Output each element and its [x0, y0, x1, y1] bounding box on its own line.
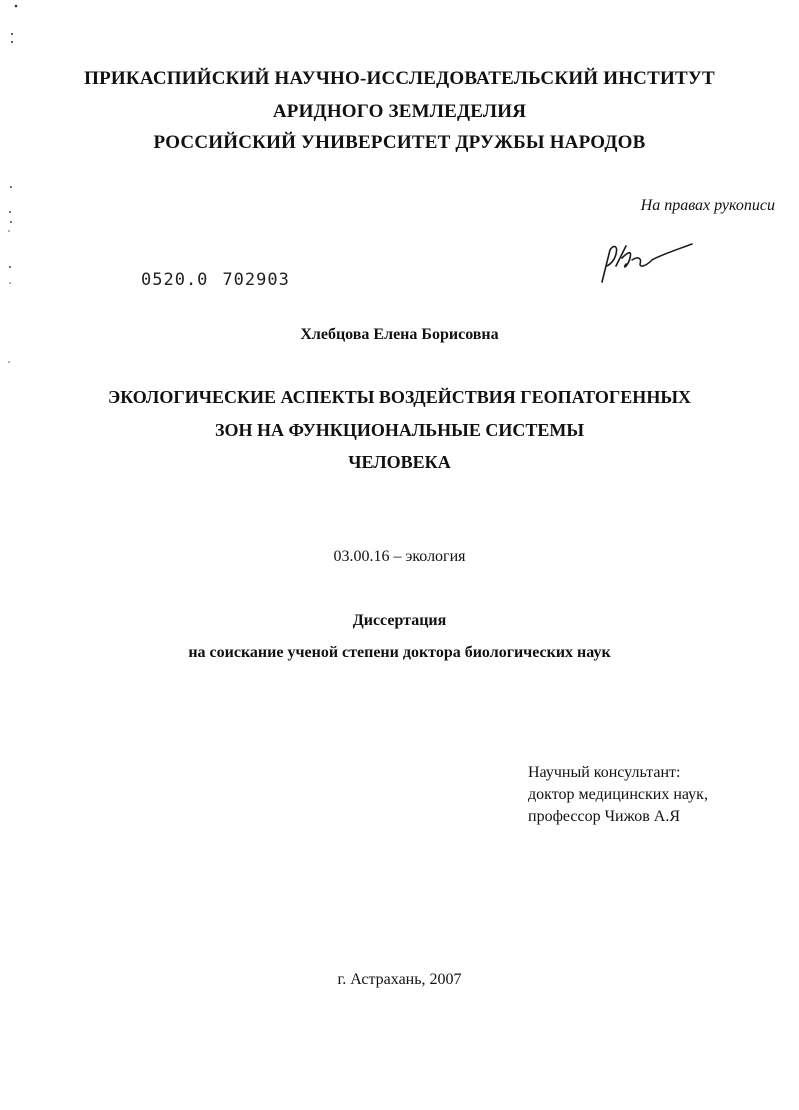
consultant-degree: доктор медицинских наук,: [528, 786, 708, 803]
handwritten-signature: [596, 236, 696, 286]
scientific-consultant-block: [528, 762, 708, 828]
catalog-code: [141, 270, 290, 290]
title-line-2: ЗОН НА ФУНКЦИОНАЛЬНЫЕ СИСТЕМЫ: [214, 420, 585, 440]
title-line-1: ЭКОЛОГИЧЕСКИЕ АСПЕКТЫ ВОЗДЕЙСТВИЯ ГЕОПАТОГЕННЫХ: [108, 387, 691, 407]
title-line-3: ЧЕЛОВЕКА: [348, 452, 451, 472]
degree-statement: на соискание ученой степени доктора биологических наук: [188, 644, 611, 661]
specialty-code: 03.00.16 – экология: [333, 548, 466, 565]
work-type: Диссертация: [352, 612, 447, 629]
university-name: РОССИЙСКИЙ УНИВЕРСИТЕТ ДРУЖБЫ НАРОДОВ: [153, 132, 646, 153]
catalog-code-part-2: 702903: [222, 270, 290, 290]
manuscript-rights-note: На правах рукописи: [640, 197, 775, 214]
consultant-name: профессор Чижов А.Я: [528, 808, 681, 825]
author-name: Хлебцова Елена Борисовна: [300, 326, 499, 343]
catalog-code-part-1: 0520.0: [141, 270, 209, 290]
city-year: г. Астрахань, 2007: [337, 971, 462, 988]
consultant-label: Научный консультант:: [528, 764, 681, 781]
institute-name-line-1: ПРИКАСПИЙСКИЙ НАУЧНО-ИССЛЕДОВАТЕЛЬСКИЙ ИНСТИТУТ: [84, 68, 715, 89]
institute-name-line-2: АРИДНОГО ЗЕМЛЕДЕЛИЯ: [272, 101, 527, 122]
